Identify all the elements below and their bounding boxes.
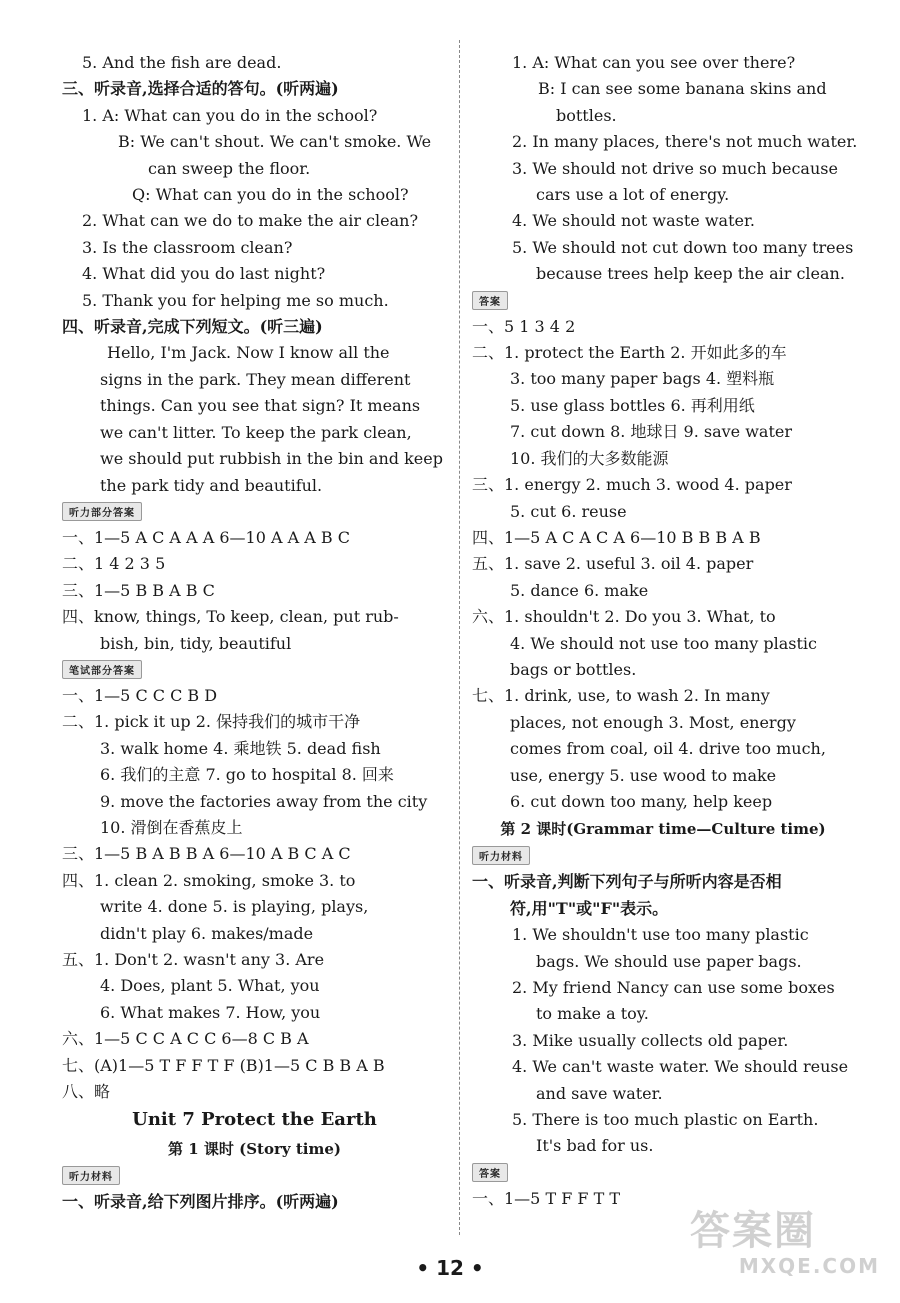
answer-line: 四、know, things, To keep, clean, put rub- [62, 607, 399, 627]
text-line: 2. In many places, there's not much water. [512, 132, 858, 152]
answer-line: 一、1—5 T F F T T [472, 1188, 621, 1208]
section-tag: 答案 [472, 291, 508, 310]
text-line: 1. A: What can you do in the school? [82, 105, 378, 125]
answer-line: bish, bin, tidy, beautiful [100, 633, 292, 653]
unit-title: Unit 7 Protect the Earth [132, 1109, 377, 1131]
answer-line: places, not enough 3. Most, energy [510, 712, 796, 732]
text-line: 2. My friend Nancy can use some boxes [512, 978, 835, 997]
answer-line: 一、5 1 3 4 2 [472, 316, 576, 336]
column-divider [459, 40, 460, 1235]
section-tag: 答案 [472, 1163, 508, 1182]
passage-line: we can't litter. To keep the park clean, [100, 422, 412, 442]
answer-line: 3. walk home 4. 乘地铁 5. dead fish [100, 738, 381, 758]
answer-line: 5. use glass bottles 6. 再利用纸 [510, 395, 755, 415]
text-line: 4. We should not waste water. [512, 211, 755, 231]
section-heading: 符,用"T"或"F"表示。 [510, 898, 669, 918]
answer-line: 六、1. shouldn't 2. Do you 3. What, to [472, 607, 776, 627]
answer-line: 3. too many paper bags 4. 塑料瓶 [510, 369, 775, 389]
answer-line: didn't play 6. makes/made [100, 923, 314, 943]
answer-line: 四、1. clean 2. smoking, smoke 3. to [62, 870, 356, 890]
page-number: • 12 • [416, 1256, 484, 1280]
section-tag: 听力部分答案 [62, 502, 142, 521]
text-line: and save water. [536, 1083, 663, 1103]
passage-line: the park tidy and beautiful. [100, 475, 323, 495]
answer-line: 7. cut down 8. 地球日 9. save water [510, 422, 793, 442]
answer-line: comes from coal, oil 4. drive too much, [510, 739, 826, 759]
text-line: 5. We should not cut down too many trees [512, 237, 854, 257]
text-line: because trees help keep the air clean. [536, 264, 845, 284]
answer-line: 七、1. drink, use, to wash 2. In many [472, 686, 770, 706]
answer-line: 4. Does, plant 5. What, you [100, 976, 320, 996]
answer-line: 10. 我们的大多数能源 [510, 448, 669, 468]
section-tag: 听力材料 [472, 846, 530, 865]
answer-line: 二、1. protect the Earth 2. 开如此多的车 [472, 343, 787, 363]
answer-line: 八、略 [62, 1082, 111, 1102]
text-line: Q: What can you do in the school? [132, 185, 409, 205]
section-heading: 四、听录音,完成下列短文。(听三遍) [62, 317, 323, 337]
answer-line: 五、1. save 2. useful 3. oil 4. paper [472, 554, 754, 574]
answer-line: 三、1—5 B B A B C [62, 580, 215, 600]
passage-line: signs in the park. They mean different [100, 369, 411, 389]
text-line: can sweep the floor. [148, 158, 311, 178]
answer-line: 9. move the factories away from the city [100, 791, 428, 811]
text-line: It's bad for us. [536, 1136, 654, 1156]
text-line: 2. What can we do to make the air clean? [82, 211, 419, 231]
answer-line: 6. 我们的主意 7. go to hospital 8. 回来 [100, 765, 394, 785]
answer-line: 三、1—5 B A B B A 6—10 A B C A C [62, 844, 351, 864]
section-tag: 听力材料 [62, 1166, 120, 1185]
answer-line: use, energy 5. use wood to make [510, 765, 777, 785]
text-line: 1. We shouldn't use too many plastic [512, 925, 809, 945]
answer-line: 五、1. Don't 2. wasn't any 3. Are [62, 950, 325, 969]
text-line: 5. Thank you for helping me so much. [82, 290, 389, 310]
passage-line: Hello, I'm Jack. Now I know all the [107, 343, 390, 363]
answer-line: 七、(A)1—5 T F F T F (B)1—5 C B B A B [62, 1055, 385, 1075]
text-line: to make a toy. [536, 1004, 649, 1024]
section-tag: 笔试部分答案 [62, 660, 142, 679]
answer-line: 二、1. pick it up 2. 保持我们的城市干净 [62, 712, 361, 732]
section-heading: 一、听录音,给下列图片排序。(听两遍) [62, 1192, 339, 1212]
text-line: B: I can see some banana skins and [538, 79, 827, 99]
watermark-logo [690, 1208, 880, 1283]
text-line: 5. And the fish are dead. [82, 53, 282, 72]
text-line: bottles. [556, 105, 617, 125]
text-line: 4. What did you do last night? [82, 264, 326, 284]
answer-line: 二、1 4 2 3 5 [62, 554, 166, 574]
text-line: 5. There is too much plastic on Earth. [512, 1110, 819, 1130]
text-line: B: We can't shout. We can't smoke. We [118, 132, 432, 152]
section-heading: 三、听录音,选择合适的答句。(听两遍) [62, 79, 339, 99]
answer-line: 三、1. energy 2. much 3. wood 4. paper [472, 475, 792, 495]
text-line: 3. We should not drive so much because [512, 158, 838, 178]
answer-line: 6. cut down too many, help keep [510, 791, 773, 811]
passage-line: things. Can you see that sign? It means [100, 396, 421, 416]
answer-line: 5. dance 6. make [510, 580, 649, 600]
watermark-text: 答案圈 [690, 1208, 816, 1254]
answer-line: 六、1—5 C C A C C 6—8 C B A [62, 1029, 309, 1049]
answer-line: 四、1—5 A C A C A 6—10 B B B A B [472, 527, 761, 547]
answer-line: write 4. done 5. is playing, plays, [100, 897, 369, 917]
watermark-url: MXQE.COM [738, 1254, 880, 1278]
answer-line: 一、1—5 C C C B D [62, 685, 218, 705]
lesson-title: 第 2 课时(Grammar time—Culture time) [500, 820, 826, 839]
answer-line: 5. cut 6. reuse [510, 501, 627, 521]
answer-line: 4. We should not use too many plastic [510, 633, 818, 653]
text-line: 3. Is the classroom clean? [82, 237, 293, 257]
right-column [472, 50, 858, 1212]
text-line: bags. We should use paper bags. [536, 951, 802, 971]
answer-line: 一、1—5 A C A A A 6—10 A A A B C [62, 527, 350, 547]
text-line: 1. A: What can you see over there? [512, 53, 796, 72]
lesson-title: 第 1 课时 (Story time) [168, 1140, 341, 1159]
text-line: 4. We can't waste water. We should reuse [512, 1057, 849, 1077]
left-column [62, 50, 447, 1216]
text-line: cars use a lot of energy. [536, 185, 730, 205]
section-heading: 一、听录音,判断下列句子与所听内容是否相 [472, 872, 782, 892]
answer-line: 6. What makes 7. How, you [100, 1002, 321, 1022]
text-line: 3. Mike usually collects old paper. [512, 1030, 789, 1050]
passage-line: we should put rubbish in the bin and keep [100, 449, 443, 469]
answer-line: 10. 滑倒在香蕉皮上 [100, 817, 243, 837]
answer-line: bags or bottles. [510, 659, 637, 679]
